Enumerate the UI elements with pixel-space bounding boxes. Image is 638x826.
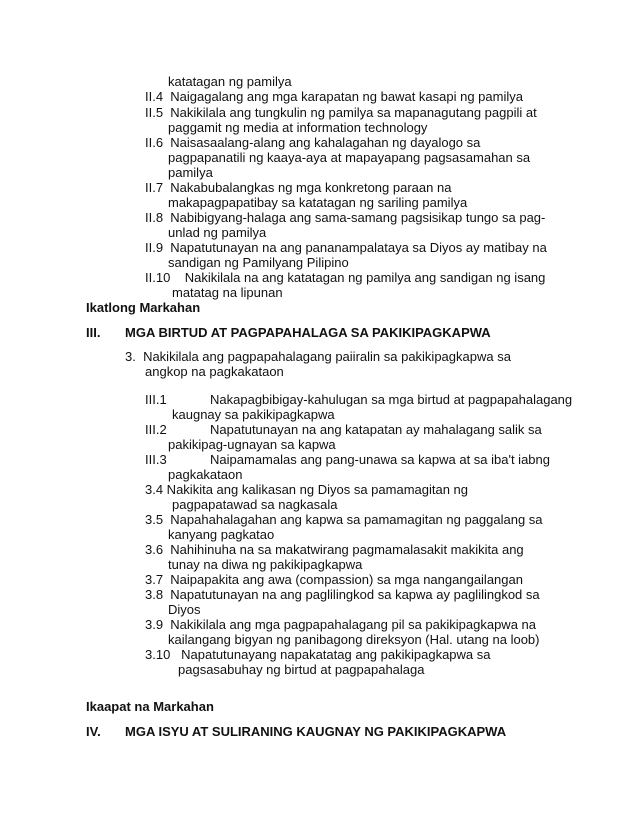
text-line: 3. Nakikilala ang pagpapahalagang paiiralin sa pakikipagkapwa sa [125, 349, 511, 364]
text-line: 3.6 Nahihinuha na sa makatwirang pagmamalasakit makikita ang [145, 542, 524, 557]
text-line: II.10 Nakikilala na ang katatagan ng pamilya ang sandigan ng isang [145, 270, 546, 285]
section-title: MGA BIRTUD AT PAGPAPAHALAGA SA PAKIKIPAGKAPWA [125, 325, 491, 340]
text-line: 3.4 Nakikita ang kalikasan ng Diyos sa pamamagitan ng [145, 482, 469, 497]
text-line: pagpapatawad sa nagkasala [172, 497, 338, 512]
text-line: kailangang bigyan ng panibagong direksyon (Hal. utang na loob) [168, 632, 540, 647]
text-line: pamilya [168, 165, 213, 180]
text-line: 3.5 Napahahalagahan ang kapwa sa pamamagitan ng paggalang sa [145, 512, 543, 527]
text-line: tunay na diwa ng pakikipagkapwa [168, 557, 363, 572]
text-line: pagkakataon [168, 467, 243, 482]
text-line: II.9 Napatutunayan na ang pananampalataya sa Diyos ay matibay na [145, 240, 547, 255]
text-line: katatagan ng pamilya [168, 74, 292, 89]
text-line: matatag na lipunan [172, 285, 283, 300]
text-line: II.5 Nakikilala ang tungkulin ng pamilya sa mapanagutang pagpili at [145, 105, 537, 120]
text-line: III.1 Nakapagbibigay-kahulugan sa mga birtud at pagpapahalagang [145, 392, 573, 407]
text-line: Diyos [168, 602, 201, 617]
text-line: 3.9 Nakikilala ang mga pagpapahalagang pil sa pakikipagkapwa na [145, 617, 536, 632]
section-number: IV. [86, 724, 101, 739]
text-line: II.6 Naisasaalang-alang ang kahalagahan ng dayalogo sa [145, 135, 481, 150]
text-line: unlad ng pamilya [168, 225, 267, 240]
section-number: III. [86, 325, 101, 340]
text-line: II.4 Naigagalang ang mga karapatan ng bawat kasapi ng pamilya [145, 89, 523, 104]
text-line: 3.10 Napatutunayang napakatatag ang pakikipagkapwa sa [145, 647, 491, 662]
text-line: pakikipag-ugnayan sa kapwa [168, 437, 336, 452]
section-title: MGA ISYU AT SULIRANING KAUGNAY NG PAKIKIPAGKAPWA [125, 724, 507, 739]
quarter-heading: Ikatlong Markahan [86, 300, 201, 315]
text-line: 3.7 Naipapakita ang awa (compassion) sa mga nangangailangan [145, 572, 523, 587]
text-line: sandigan ng Pamilyang Pilipino [168, 255, 349, 270]
text-line: kaugnay sa pakikipagkapwa [172, 407, 335, 422]
text-line: pagsasabuhay ng birtud at pagpapahalaga [178, 662, 425, 677]
text-line: paggamit ng media at information technology [168, 120, 428, 135]
text-line: III.2 Napatutunayan na ang katapatan ay mahalagang salik sa [145, 422, 542, 437]
text-line: makapagpapatibay sa katatagan ng sariling pamilya [168, 195, 468, 210]
text-line: II.8 Nabibigyang-halaga ang sama-samang pagsisikap tungo sa pag- [145, 210, 546, 225]
quarter-heading: Ikaapat na Markahan [86, 699, 214, 714]
text-line: kanyang pagkatao [168, 527, 275, 542]
text-line: pagpapanatili ng kaaya-aya at mapayapang pagsasamahan sa [168, 150, 531, 165]
text-line: 3.8 Napatutunayan na ang paglilingkod sa kapwa ay paglilingkod sa [145, 587, 540, 602]
text-line: II.7 Nakabubalangkas ng mga konkretong paraan na [145, 180, 452, 195]
text-line: angkop na pagkakataon [145, 364, 284, 379]
text-line: III.3 Naipamamalas ang pang-unawa sa kapwa at sa iba't iabng [145, 452, 550, 467]
